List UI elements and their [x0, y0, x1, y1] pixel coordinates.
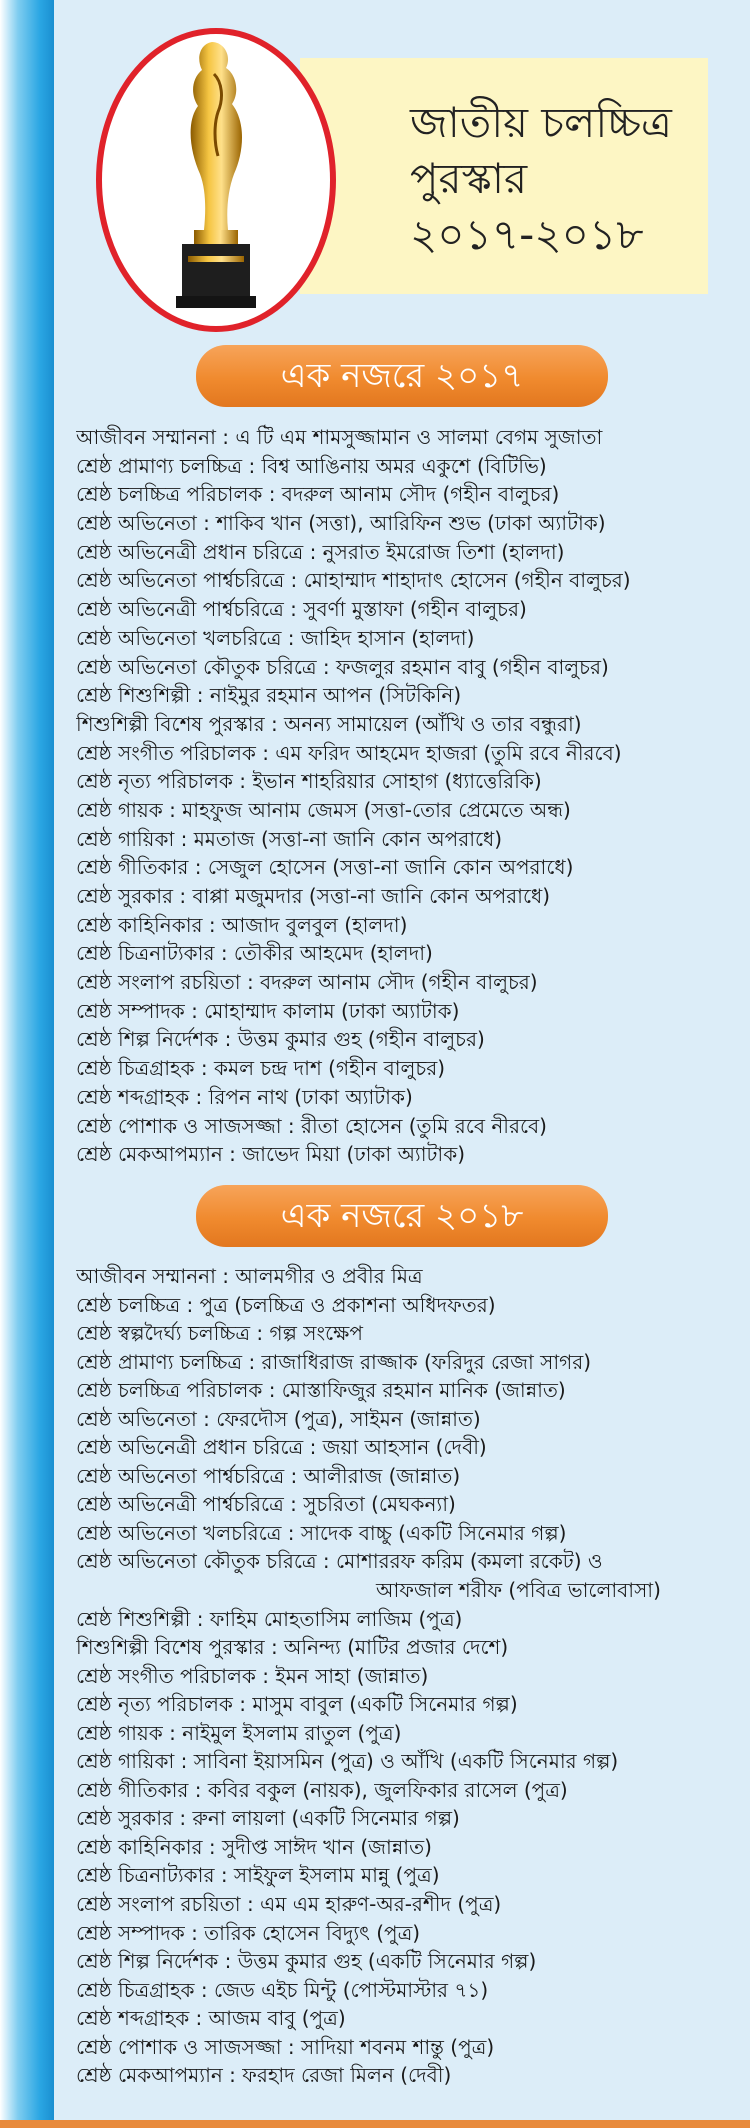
- list-item: শ্রেষ্ঠ কাহিনিকার : সুদীপ্ত সাঈদ খান (জান্নাত): [76, 1834, 432, 1859]
- list-item: শ্রেষ্ঠ চলচ্চিত্র : পুত্র (চলচ্চিত্র ও প্রকাশনা অধিদফতর): [76, 1292, 496, 1317]
- trophy-icon: [102, 34, 330, 326]
- left-accent-bar: [0, 0, 54, 2128]
- title-line-3: ২০১৭-২০১৮: [410, 210, 644, 259]
- list-item: শ্রেষ্ঠ গীতিকার : সেজুল হোসেন (সত্তা-না জানি কোন অপরাধে): [76, 855, 574, 880]
- list-item: শ্রেষ্ঠ চলচ্চিত্র পরিচালক : মোস্তাফিজুর রহমান মানিক (জান্নাত): [76, 1378, 566, 1403]
- list-item: শ্রেষ্ঠ পোশাক ও সাজসজ্জা : সাদিয়া শবনম শান্তু (পুত্র): [76, 2034, 495, 2059]
- list-item: শ্রেষ্ঠ অভিনেত্রী প্রধান চরিত্রে : জয়া আহসান (দেবী): [76, 1435, 487, 1460]
- list-item: শ্রেষ্ঠ অভিনেতা কৌতুক চরিত্রে : মোশাররফ করিম (কমলা রকেট) ও: [76, 1549, 603, 1574]
- list-item: শ্রেষ্ঠ চলচ্চিত্র পরিচালক : বদরুল আনাম সৌদ (গহীন বালুচর): [76, 482, 560, 507]
- list-item: শ্রেষ্ঠ শিশুশিল্পী : নাইমুর রহমান আপন (সিটকিনি): [76, 683, 462, 708]
- list-item: শ্রেষ্ঠ নৃত্য পরিচালক : মাসুম বাবুল (একটি সিনেমার গল্প): [76, 1692, 518, 1717]
- list-item: শিশুশিল্পী বিশেষ পুরস্কার : অনিন্দ্য (মাটির প্রজার দেশে): [76, 1635, 509, 1660]
- list-item: শ্রেষ্ঠ গীতিকার : কবির বকুল (নায়ক), জুলফিকার রাসেল (পুত্র): [76, 1777, 568, 1802]
- list-item: শ্রেষ্ঠ চিত্রনাট্যকার : সাইফুল ইসলাম মান্নু (পুত্র): [76, 1863, 440, 1888]
- list-item: শ্রেষ্ঠ সংলাপ রচয়িতা : বদরুল আনাম সৌদ (গহীন বালুচর): [76, 970, 538, 995]
- list-item: শ্রেষ্ঠ অভিনেত্রী পার্শ্বচরিত্রে : সুচরিতা (মেঘকন্যা): [76, 1492, 456, 1517]
- title-line-1: জাতীয় চলচ্চিত্র: [410, 98, 672, 147]
- list-item: আজীবন সম্মাননা : আলমগীর ও প্রবীর মিত্র: [76, 1264, 423, 1288]
- list-item: শ্রেষ্ঠ সম্পাদক : মোহাম্মাদ কালাম (ঢাকা অ্যাটাক): [76, 998, 460, 1023]
- list-item: শ্রেষ্ঠ গায়িকা : মমতাজ (সত্তা-না জানি কোন অপরাধে): [76, 826, 503, 851]
- list-item: শ্রেষ্ঠ পোশাক ও সাজসজ্জা : রীতা হোসেন (তুমি রবে নীরবে): [76, 1113, 547, 1138]
- list-item: শ্রেষ্ঠ প্রামাণ্য চলচ্চিত্র : রাজাধিরাজ রাজ্জাক (ফরিদুর রেজা সাগর): [76, 1349, 592, 1374]
- list-item: শ্রেষ্ঠ শিল্প নির্দেশক : উত্তম কুমার গুহ (গহীন বালুচর): [76, 1027, 485, 1052]
- section-heading-2018: এক নজরে ২০১৮: [196, 1185, 608, 1247]
- list-item: শ্রেষ্ঠ অভিনেতা : শাকিব খান (সত্তা), আরিফিন শুভ (ঢাকা অ্যাটাক): [76, 511, 606, 536]
- bottom-strip: [0, 2120, 750, 2128]
- list-item: শ্রেষ্ঠ গায়ক : মাহফুজ আনাম জেমস (সত্তা-তোর প্রেমেতে অন্ধ): [76, 797, 571, 822]
- list-item: শ্রেষ্ঠ সংগীত পরিচালক : ইমন সাহা (জান্নাত): [76, 1663, 429, 1688]
- list-item: আজীবন সম্মাননা : এ টি এম শামসুজ্জামান ও সালমা বেগম সুজাতা: [76, 425, 603, 449]
- list-item: শ্রেষ্ঠ গায়িকা : সাবিনা ইয়াসমিন (পুত্র) ও আঁখি (একটি সিনেমার গল্প): [76, 1749, 619, 1774]
- list-item: শ্রেষ্ঠ অভিনেতা পার্শ্বচরিত্রে : আলীরাজ (জান্নাত): [76, 1463, 461, 1488]
- section-heading-2017: এক নজরে ২০১৭: [196, 345, 608, 407]
- list-item: শ্রেষ্ঠ অভিনেত্রী প্রধান চরিত্রে : নুসরাত ইমরোজ তিশা (হালদা): [76, 539, 565, 564]
- award-list-2017: [76, 423, 746, 1169]
- list-item: শ্রেষ্ঠ শিল্প নির্দেশক : উত্তম কুমার গুহ (একটি সিনেমার গল্প): [76, 1949, 537, 1974]
- list-item: শ্রেষ্ঠ অভিনেতা খলচরিত্রে : জাহিদ হাসান (হালদা): [76, 625, 475, 650]
- list-item: শ্রেষ্ঠ গায়ক : নাইমুল ইসলাম রাতুল (পুত্র): [76, 1720, 402, 1745]
- list-item: শিশুশিল্পী বিশেষ পুরস্কার : অনন্য সামায়েল (আঁখি ও তার বন্ধুরা): [76, 711, 582, 736]
- list-item-continuation: আফজাল শরীফ (পবিত্র ভালোবাসা): [376, 1578, 661, 1603]
- list-item: শ্রেষ্ঠ মেকআপম্যান : জাভেদ মিয়া (ঢাকা অ্যাটাক): [76, 1142, 465, 1167]
- list-item: শ্রেষ্ঠ মেকআপম্যান : ফরহাদ রেজা মিলন (দেবী): [76, 2063, 452, 2088]
- list-item: শ্রেষ্ঠ প্রামাণ্য চলচ্চিত্র : বিশ্ব আঙিনায় অমর একুশে (বিটিভি): [76, 453, 547, 478]
- list-item: শ্রেষ্ঠ অভিনেতা : ফেরদৌস (পুত্র), সাইমন (জান্নাত): [76, 1406, 481, 1431]
- list-item: শ্রেষ্ঠ সম্পাদক : তারিক হোসেন বিদ্যুৎ (পুত্র): [76, 1920, 421, 1945]
- list-item: শ্রেষ্ঠ কাহিনিকার : আজাদ বুলবুল (হালদা): [76, 912, 408, 937]
- list-item: শ্রেষ্ঠ শিশুশিল্পী : ফাহিম মোহতাসিম লাজিম (পুত্র): [76, 1606, 463, 1631]
- title-line-2: পুরস্কার: [410, 154, 528, 203]
- list-item: শ্রেষ্ঠ শব্দগ্রাহক : আজম বাবু (পুত্র): [76, 2006, 346, 2031]
- list-item: শ্রেষ্ঠ সংগীত পরিচালক : এম ফরিদ আহমেদ হাজরা (তুমি রবে নীরবে): [76, 740, 622, 765]
- list-item: শ্রেষ্ঠ চিত্রনাট্যকার : তৌকীর আহমেদ (হালদা): [76, 941, 433, 966]
- list-item: শ্রেষ্ঠ সুরকার : রুনা লায়লা (একটি সিনেমার গল্প): [76, 1806, 460, 1831]
- list-item: শ্রেষ্ঠ অভিনেতা খলচরিত্রে : সাদেক বাচ্চু (একটি সিনেমার গল্প): [76, 1520, 567, 1545]
- list-item: শ্রেষ্ঠ চিত্রগ্রাহক : জেড এইচ মিন্টু (পোস্টমাস্টার ৭১): [76, 1977, 489, 2002]
- list-item: শ্রেষ্ঠ সংলাপ রচয়িতা : এম এম হারুণ-অর-রশীদ (পুত্র): [76, 1892, 502, 1917]
- page-title: [410, 95, 710, 263]
- list-item: শ্রেষ্ঠ অভিনেত্রী পার্শ্বচরিত্রে : সুবর্ণা মুস্তাফা (গহীন বালুচর): [76, 597, 527, 622]
- trophy-medallion: [96, 28, 336, 332]
- award-list-2018: [76, 1262, 746, 2090]
- list-item: শ্রেষ্ঠ সুরকার : বাপ্পা মজুমদার (সত্তা-না জানি কোন অপরাধে): [76, 884, 551, 908]
- list-item: শ্রেষ্ঠ শব্দগ্রাহক : রিপন নাথ (ঢাকা অ্যাটাক): [76, 1084, 413, 1109]
- list-item: শ্রেষ্ঠ নৃত্য পরিচালক : ইভান শাহরিয়ার সোহাগ (ধ্যাত্তেরিকি): [76, 769, 542, 794]
- list-item: শ্রেষ্ঠ অভিনেতা কৌতুক চরিত্রে : ফজলুর রহমান বাবু (গহীন বালুচর): [76, 654, 609, 679]
- list-item: শ্রেষ্ঠ চিত্রগ্রাহক : কমল চন্দ্র দাশ (গহীন বালুচর): [76, 1056, 446, 1081]
- list-item: শ্রেষ্ঠ স্বল্পদৈর্ঘ্য চলচ্চিত্র : গল্প সংক্ষেপ: [76, 1321, 363, 1346]
- list-item: শ্রেষ্ঠ অভিনেতা পার্শ্বচরিত্রে : মোহাম্মাদ শাহাদাৎ হোসেন (গহীন বালুচর): [76, 568, 631, 593]
